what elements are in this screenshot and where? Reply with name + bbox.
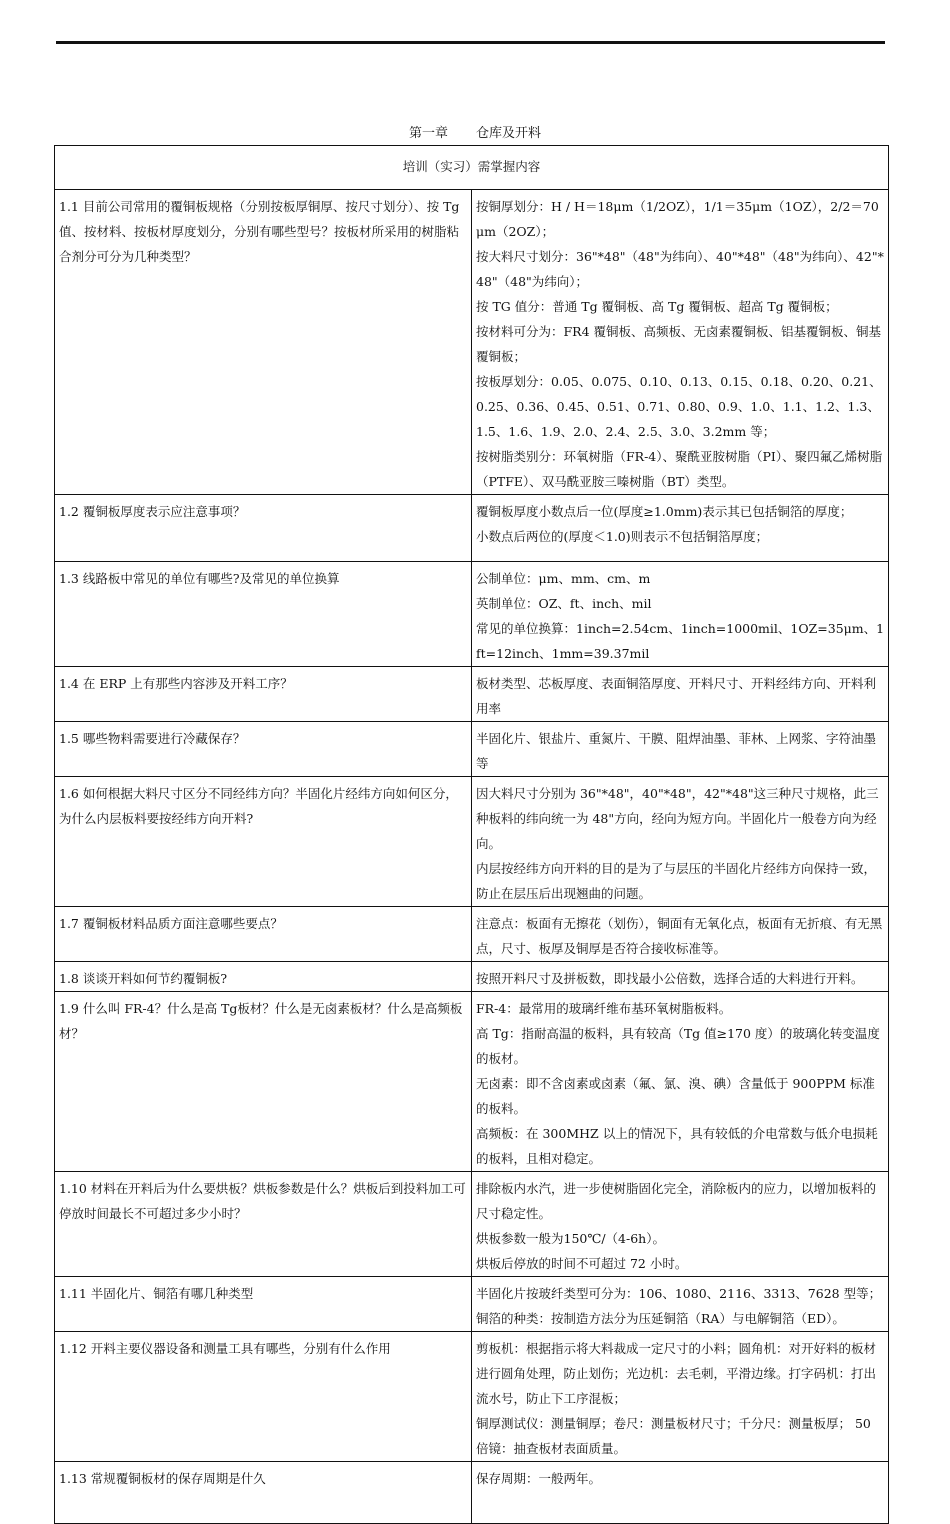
question-cell: 1.11 半固化片、铜箔有哪几种类型 xyxy=(55,1277,472,1332)
answer-line: 覆铜板厚度小数点后一位(厚度≥1.0mm)表示其已包括铜箔的厚度； xyxy=(476,504,853,519)
answer-line: 注意点：板面有无擦花（划伤），铜面有无氧化点，板面有无折痕、有无黑点，尺寸、板厚及铜厚是否符合接收标准等。 xyxy=(476,916,883,956)
answer-cell xyxy=(472,495,889,562)
answer-cell xyxy=(472,1332,889,1462)
table-header-row xyxy=(55,146,889,190)
question-cell: 1.5 哪些物料需要进行冷藏保存？ xyxy=(55,722,472,777)
answer-line: 公制单位：μm、mm、cm、m xyxy=(476,571,651,586)
question-cell: 1.8 谈谈开料如何节约覆铜板? xyxy=(55,962,472,992)
answer-cell xyxy=(472,667,889,722)
answer-line: 烘板后停放的时间不可超过 72 小时。 xyxy=(476,1256,688,1271)
answer-line: 半固化片按玻纤类型可分为：106、1080、2116、3313、7628 型等； xyxy=(476,1286,882,1301)
question-cell: 1.3 线路板中常见的单位有哪些?及常见的单位换算 xyxy=(55,562,472,667)
answer-line: 因大料尺寸分别为 36"*48"，40"*48"，42"*48"这三种尺寸规格，此三种板料的纬向统一为 48"方向，经向为短方向。半固化片一般卷方向为经向。 xyxy=(476,786,879,851)
training-table xyxy=(54,145,889,1524)
answer-cell xyxy=(472,190,889,495)
answer-line: 高 Tg：指耐高温的板料，具有较高（Tg 值≥170 度）的玻璃化转变温度的板材。 xyxy=(476,1026,880,1066)
table-row xyxy=(55,722,889,777)
answer-line: 高频板：在 300MHZ 以上的情况下，具有较低的介电常数与低介电损耗的板料，且相对稳定。 xyxy=(476,1126,878,1166)
answer-line: 剪板机：根据指示将大料裁成一定尺寸的小料；圆角机：对开好料的板材进行圆角处理，防止划伤；光边机：去毛刺，平滑边缘。打字码机：打出流水号，防止下工序混板； xyxy=(476,1341,877,1406)
answer-cell xyxy=(472,562,889,667)
header-rule xyxy=(56,41,885,44)
answer-line: 保存周期：一般两年。 xyxy=(476,1471,602,1486)
chapter-name: 仓库及开料 xyxy=(476,126,542,141)
table-header: 培训（实习）需掌握内容 xyxy=(55,146,889,190)
answer-line: 按树脂类别分：环氧树脂（FR-4）、聚酰亚胺树脂（PI）、聚四氟乙烯树脂（PTFE）、双马酰亚胺三嗪树脂（BT）类型。 xyxy=(476,449,883,489)
answer-cell xyxy=(472,907,889,962)
answer-line: 铜箔的种类：按制造方法分为压延铜箔（RA）与电解铜箔（ED）。 xyxy=(476,1311,845,1326)
answer-cell xyxy=(472,962,889,992)
question-cell: 1.12 开料主要仪器设备和测量工具有哪些，分别有什么作用 xyxy=(55,1332,472,1462)
answer-line: 内层按经纬方向开料的目的是为了与层压的半固化片经纬方向保持一致，防止在层压后出现翘曲的问题。 xyxy=(476,861,877,901)
question-cell: 1.6 如何根据大料尺寸区分不同经纬方向？半固化片经纬方向如何区分，为什么内层板料要按经纬方向开料? xyxy=(55,777,472,907)
table-row xyxy=(55,190,889,495)
answer-line: 烘板参数一般为150℃/（4-6h）。 xyxy=(476,1231,665,1246)
table-row xyxy=(55,962,889,992)
answer-line: 半固化片、银盐片、重氮片、干膜、阻焊油墨、菲林、上网浆、字符油墨等 xyxy=(476,731,877,771)
question-cell: 1.10 材料在开料后为什么要烘板？烘板参数是什么？烘板后到投料加工可停放时间最长不可超过多少小时？ xyxy=(55,1172,472,1277)
answer-line: 按铜厚划分：H / H＝18μm（1/2OZ），1/1＝35μm（1OZ），2/2＝70μm（2OZ）； xyxy=(476,199,879,239)
question-cell: 1.13 常规覆铜板材的保存周期是什久 xyxy=(55,1462,472,1524)
table-row xyxy=(55,1462,889,1524)
table-row xyxy=(55,777,889,907)
answer-line: 按 TG 值分：普通 Tg 覆铜板、高 Tg 覆铜板、超高 Tg 覆铜板； xyxy=(476,299,838,314)
answer-line: 英制单位：OZ、ft、inch、mil xyxy=(476,596,652,611)
answer-line: 按板厚划分：0.05、0.075、0.10、0.13、0.15、0.18、0.20、0.21、0.25、0.36、0.45、0.51、0.71、0.80、0.9、1.0、1.1、1.2、1.3、1.5、1.6、1.9、2.0、2.4、2.5、3.0、3.2mm 等； xyxy=(476,374,882,439)
answer-line: 按大料尺寸划分：36"*48"（48"为纬向）、40"*48"（48"为纬向）、42"*48"（48"为纬向）； xyxy=(476,249,884,289)
answer-cell xyxy=(472,992,889,1172)
answer-cell xyxy=(472,1277,889,1332)
answer-cell xyxy=(472,777,889,907)
table-row xyxy=(55,992,889,1172)
table-row xyxy=(55,1172,889,1277)
question-cell: 1.4 在 ERP 上有那些内容涉及开料工序？ xyxy=(55,667,472,722)
answer-line: 板材类型、芯板厚度、表面铜箔厚度、开料尺寸、开料经纬方向、开料利用率 xyxy=(476,676,877,716)
answer-cell xyxy=(472,722,889,777)
question-cell: 1.1 目前公司常用的覆铜板规格（分别按板厚铜厚、按尺寸划分）、按 Tg 值、按材料、按板材厚度划分，分别有哪些型号？按板材所采用的树脂粘合剂分可分为几种类型？ xyxy=(55,190,472,495)
table-row xyxy=(55,1332,889,1462)
table-row xyxy=(55,667,889,722)
answer-line: 按材料可分为：FR4 覆铜板、高频板、无卤素覆铜板、铝基覆铜板、铜基覆铜板； xyxy=(476,324,882,364)
table-row xyxy=(55,495,889,562)
table-row xyxy=(55,1277,889,1332)
answer-line: 无卤素：即不含卤素或卤素（氟、氯、溴、碘）含量低于 900PPM 标准的板料。 xyxy=(476,1076,875,1116)
question-cell: 1.7 覆铜板材料品质方面注意哪些要点？ xyxy=(55,907,472,962)
answer-line: FR-4：最常用的玻璃纤维布基环氧树脂板料。 xyxy=(476,1001,732,1016)
question-cell: 1.2 覆铜板厚度表示应注意事项？ xyxy=(55,495,472,562)
answer-cell xyxy=(472,1462,889,1524)
question-cell: 1.9 什么叫 FR-4？什么是高 Tg板材？什么是无卤素板材？什么是高频板材？ xyxy=(55,992,472,1172)
answer-line: 排除板内水汽，进一步使树脂固化完全，消除板内的应力，以增加板料的尺寸稳定性。 xyxy=(476,1181,877,1221)
table-row xyxy=(55,562,889,667)
chapter-number: 第一章 xyxy=(408,126,448,141)
answer-line: 铜厚测试仪：测量铜厚；卷尺：测量板材尺寸；千分尺：测量板厚； 50 倍镜：抽查板材表面质量。 xyxy=(476,1416,871,1456)
chapter-title xyxy=(0,125,950,143)
answer-line: 常见的单位换算：1inch=2.54cm、1inch=1000mil、1OZ=35μm、1ft=12inch、1mm=39.37mil xyxy=(476,621,885,661)
answer-cell xyxy=(472,1172,889,1277)
table-row xyxy=(55,907,889,962)
answer-line: 小数点后两位的(厚度＜1.0)则表示不包括铜箔厚度； xyxy=(476,529,769,544)
answer-line: 按照开料尺寸及拼板数，即找最小公倍数，选择合适的大料进行开料。 xyxy=(476,971,864,986)
